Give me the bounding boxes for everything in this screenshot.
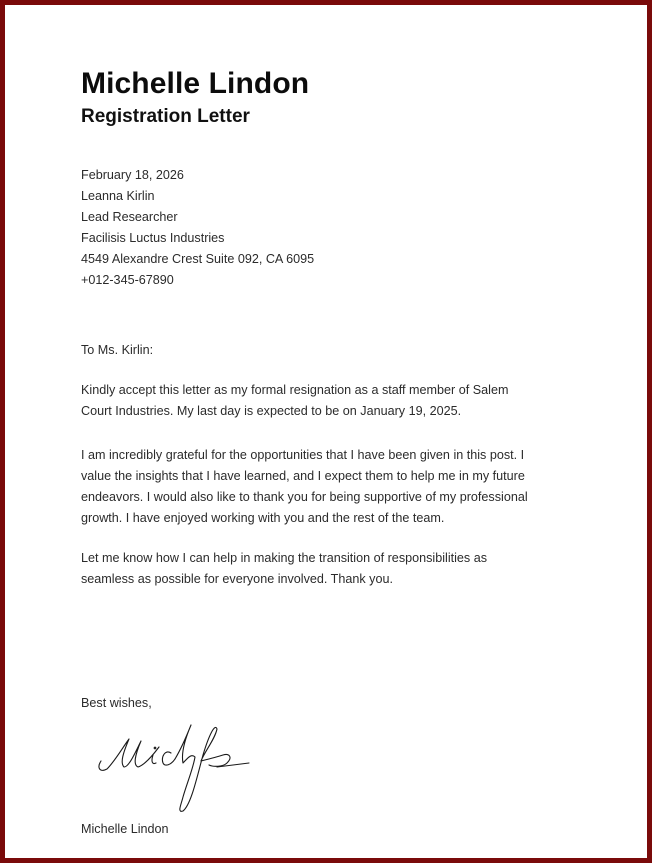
letter-title: Registration Letter (81, 106, 250, 127)
signer-name: Michelle Lindon (81, 822, 169, 836)
letter-date: February 18, 2026 (81, 168, 184, 182)
recipient-name: Leanna Kirlin (81, 189, 155, 203)
paragraph-line: Let me know how I can help in making the transition of responsibilities as (81, 551, 488, 565)
signature-icon (93, 717, 253, 817)
paragraph-line: I am incredibly grateful for the opportunities that I have been given in this post. I (81, 448, 525, 462)
recipient-address: 4549 Alexandre Crest Suite 092, CA 6095 (81, 252, 315, 266)
body-paragraph-3 (81, 548, 487, 590)
paragraph-line: Kindly accept this letter as my formal resignation as a staff member of Salem (81, 383, 509, 397)
recipient-phone: +012-345-67890 (81, 273, 174, 287)
sender-name: Michelle Lindon (81, 67, 310, 100)
closing-phrase: Best wishes, (81, 696, 152, 710)
recipient-company: Facilisis Luctus Industries (81, 231, 225, 245)
paragraph-line: endeavors. I would also like to thank you for being supportive of my professional (81, 490, 528, 504)
paragraph-line: Court Industries. My last day is expected to be on January 19, 2025. (81, 404, 462, 418)
recipient-address-block (81, 165, 314, 291)
paragraph-line: growth. I have enjoyed working with you and the rest of the team. (81, 511, 445, 525)
body-paragraph-1 (81, 380, 508, 422)
recipient-title: Lead Researcher (81, 210, 178, 224)
body-paragraph-2 (81, 445, 528, 529)
salutation: To Ms. Kirlin: (81, 343, 154, 357)
paragraph-line: value the insights that I have learned, and I expect them to help me in my future (81, 469, 525, 483)
paragraph-line: seamless as possible for everyone involved. Thank you. (81, 572, 393, 586)
